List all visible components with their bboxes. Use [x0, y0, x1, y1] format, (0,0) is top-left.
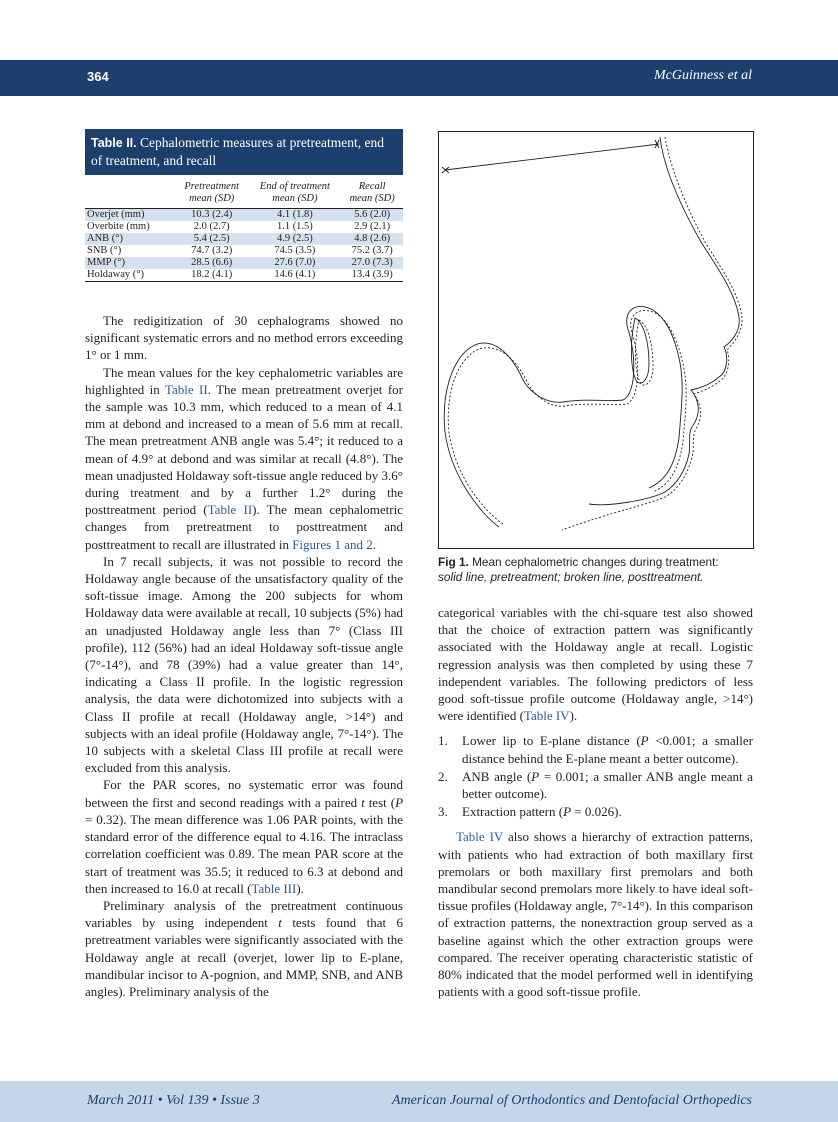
table-iv-link[interactable]: Table IV [523, 708, 570, 724]
table-row [85, 221, 403, 233]
header-bar [0, 60, 838, 96]
list-item: 3. Extraction pattern (P = 0.026). [438, 804, 622, 820]
row-label: MMP (°) [85, 257, 175, 269]
table-row [85, 269, 403, 282]
table-cell: 27.0 (7.3) [341, 257, 403, 269]
table-row [85, 233, 403, 245]
list-item: 1. Lower lip to E-plane distance (P <0.001; a smaller distance behind the E-plane meant a better outcome). [438, 733, 753, 766]
left-column-text [85, 312, 403, 1000]
row-label: Overjet (mm) [85, 209, 175, 222]
table-cell: 4.8 (2.6) [341, 233, 403, 245]
table-cell: 75.2 (3.7) [351, 245, 393, 256]
paragraph: categorical variables with the chi-square test also showed that the choice of extraction pattern was significantly associated with the Holdaway angle at recall. Logistic regression analysis was then completed by using these 7 independent variables. The following predictors of less good soft-tissue profile outcome (Holdaway angle, >14°) were identified (Table IV). [438, 605, 753, 724]
running-head: McGuinness et al [654, 68, 752, 83]
table-row [85, 257, 403, 269]
table-row [85, 245, 403, 257]
issue-info: March 2011 • Vol 139 • Issue 3 [87, 1093, 260, 1108]
reference-line [445, 144, 659, 170]
row-label: Overbite (mm) [87, 221, 150, 232]
table-cell: 13.4 (3.9) [341, 269, 403, 282]
paragraph: Preliminary analysis of the pretreatment continuous variables by using independent t tests found that 6 pretreatment variables were significantly associated with the Holdaway angle at recall (overjet, lower lip to E-plane, mandibular incisor to A-pognion, and MMP, SNB, and ANB angles). Preliminary analysis of the [85, 897, 403, 999]
table-iv-link[interactable]: Table IV [456, 829, 504, 845]
figure-1 [438, 131, 754, 549]
table-cell: 2.0 (2.7) [193, 221, 230, 232]
col-header: Pretreatment mean (SD) [175, 175, 248, 209]
figure-label: Fig 1. [438, 555, 469, 569]
table-caption-text: Cephalometric measures at pretreatment, end of treatment, and recall [91, 135, 385, 168]
cephalometric-table [85, 175, 403, 282]
table-label: Table II. [91, 136, 137, 150]
paragraph: In 7 recall subjects, it was not possible to record the Holdaway angle because of the unsatisfactory quality of the soft-tissue image. Among the 200 subjects for whom Holdaway data were available at recall, 10 subjects (5%) had an unadjusted Holdaway angle less than 7° (Class III profile), 112 (56%) had an ideal Holdaway soft-tissue angle (7°-14°), and 78 (39%) had a value greater than 14°, indicating a Class II profile. In the logistic regression analysis, the data were dichotomized into subjects with a Class II profile at recall (Holdaway angle, >14°) and subjects with an ideal profile (Holdaway angle, 7°-14°). The 10 subjects with a skeletal Class III profile at recall were excluded from this analysis. [85, 553, 403, 776]
table-iii-link[interactable]: Table III [251, 880, 297, 896]
figure-caption: Fig 1. Mean cephalometric changes during treatment: solid line, pretreatment; broken line, posttreatment. [438, 555, 719, 584]
posttreatment-profile [562, 137, 742, 530]
table-caption [85, 129, 403, 175]
posttreatment-incisor [635, 320, 653, 385]
table-cell: 28.5 (6.6) [175, 257, 248, 269]
table-cell: 14.6 (4.1) [248, 269, 341, 282]
table-cell: 10.3 (2.4) [175, 209, 248, 222]
table-cell: 74.5 (3.5) [274, 245, 316, 256]
page-number: 364 [87, 69, 109, 84]
paragraph: Table IV also shows a hierarchy of extraction patterns, with patients who had extraction of both maxillary first premolars or both maxillary first premolars and both mandibular second premolars more likely to have ideal soft-tissue profiles (Holdaway angle, 7°-14°). In this comparison of extraction patterns, the nonextraction group served as a baseline against which the other extraction groups were compared. The receiver operating characteristic statistic of 80% indicated that the model performed well in identifying patients with a good soft-tissue profile. [438, 829, 753, 1000]
row-label: SNB (°) [87, 245, 122, 256]
col-header: End of treatment mean (SD) [248, 175, 341, 209]
table-cell: 4.1 (1.8) [248, 209, 341, 222]
journal-name: American Journal of Orthodontics and Dentofacial Orthopedics [391, 1093, 752, 1108]
list-item: 2. ANB angle (P = 0.001; a smaller ANB angle meant a better outcome). [438, 768, 753, 802]
col-header: Recall mean (SD) [341, 175, 403, 209]
row-label: Holdaway (°) [85, 269, 175, 282]
cephalometric-tracing [439, 132, 753, 548]
table-header-row [85, 175, 403, 209]
right-column-text [438, 604, 753, 1000]
paragraph: The redigitization of 30 cephalograms showed no significant systematic errors and no method errors exceeding 1° or 1 mm. [85, 313, 403, 363]
table-cell: 18.2 (4.1) [175, 269, 248, 282]
paragraph: For the PAR scores, no systematic error was found between the first and second readings with a paired t test (P = 0.32). The mean difference was 1.06 PAR points, with the standard error of the difference equal to 4.16. The intraclass correlation coefficient was 0.89. The mean PAR score at the start of treatment was 35.5; it reduced to 6.3 at debond and then increased to 16.0 at recall (Table III). [85, 777, 404, 896]
predictor-list [438, 732, 753, 820]
row-label: ANB (°) [85, 233, 175, 245]
table-cell: 1.1 (1.5) [276, 221, 313, 232]
table-ii-link[interactable]: Table II [164, 381, 208, 397]
table-cell: 5.4 (2.5) [175, 233, 248, 245]
paragraph: The mean values for the key cephalometric variables are highlighted in Table II. The mean pretreatment overjet for the sample was 10.3 mm, which reduced to a mean of 4.1 mm at debond and increased to a mean of 5.6 mm at recall. The mean pretreatment ANB angle was 5.4°; it reduced to a mean of 4.9° at debond and was similar at recall (4.8°). The mean unadjusted Holdaway soft-tissue angle reduced by 3.6° during treatment and by a further 1.2° during the posttreatment period (Table II). The mean cephalometric changes from pretreatment to posttreatment and posttreatment to recall are illustrated in Figures 1 and 2. [85, 364, 403, 552]
table-ii-link[interactable]: Table II [207, 502, 253, 518]
table-ii [85, 129, 403, 282]
pretreatment-incisor [631, 318, 649, 383]
table-cell: 27.6 (7.0) [248, 257, 341, 269]
figures-link[interactable]: Figures 1 and 2 [292, 536, 373, 552]
table-cell: 74.7 (3.2) [191, 245, 233, 256]
table-cell: 2.9 (2.1) [354, 221, 391, 232]
table-cell: 5.6 (2.0) [341, 209, 403, 222]
table-cell: 4.9 (2.5) [248, 233, 341, 245]
footer-bar [0, 1081, 838, 1122]
table-row [85, 209, 403, 222]
